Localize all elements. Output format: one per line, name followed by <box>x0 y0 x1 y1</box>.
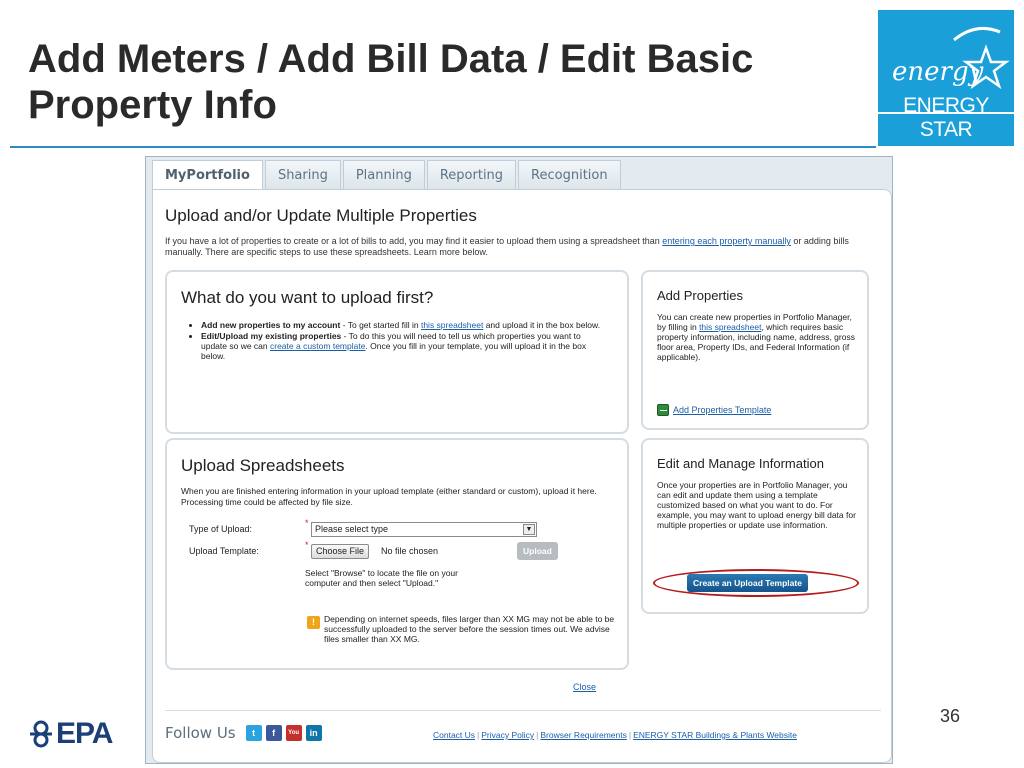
facebook-icon[interactable]: f <box>266 725 282 741</box>
option-edit-existing-label: Edit/Upload my existing properties <box>201 331 342 341</box>
file-size-warning <box>307 614 617 644</box>
add-properties-text <box>657 312 861 362</box>
no-file-chosen-text: No file chosen <box>381 546 439 556</box>
edit-manage-text: Once your properties are in Portfolio Manager, you can edit and update them using a template customized based on what you want to do. For example, you may want to upload energy bill data for multiple properties or update use information. <box>657 480 856 530</box>
footer-separator: | <box>477 730 480 740</box>
add-properties-box <box>641 270 869 430</box>
choose-file-button[interactable]: Choose File <box>311 544 369 559</box>
this-spreadsheet-link[interactable]: this spreadsheet <box>420 320 484 330</box>
option-add-new-text-end: and upload it in the box below. <box>483 320 601 330</box>
option-add-new-text: - To get started fill in <box>340 320 421 330</box>
tab-sharing[interactable]: Sharing <box>265 160 341 190</box>
option-add-new-label: Add new properties to my account <box>201 320 341 330</box>
page-heading: Upload and/or Update Multiple Properties <box>165 206 477 225</box>
spreadsheet-icon <box>657 404 669 416</box>
upload-description: When you are finished entering information in your upload template (either standard or custom), upload it here. Processing time could be affected by file size. <box>181 486 597 507</box>
add-properties-heading: Add Properties <box>657 288 743 303</box>
warning-text: Depending on internet speeds, files larger than XX MG may not be able to be successfully uploaded to the server before the session times out. We advise files smaller than XX MG. <box>324 614 615 644</box>
twitter-icon[interactable]: t <box>246 725 262 741</box>
content-panel <box>152 189 892 763</box>
footer-separator: | <box>536 730 539 740</box>
energy-star-label: ENERGY STAR <box>903 94 989 141</box>
portfolio-manager-screenshot <box>145 156 893 764</box>
slide-title <box>28 36 868 128</box>
upload-template-label: Upload Template: <box>189 546 259 556</box>
warning-icon: ! <box>307 616 320 629</box>
page-number: 36 <box>939 706 961 726</box>
upload-spreadsheets-box <box>165 438 629 670</box>
intro-text-start: If you have a lot of properties to create or a lot of bills to add, you may find it easier to upload them using a spreadsheet than <box>165 236 663 246</box>
browser-requirements-link[interactable]: Browser Requirements <box>540 730 627 740</box>
footer-separator: | <box>628 730 632 740</box>
upload-options-list <box>189 320 609 362</box>
energy-star-script: energy <box>892 57 984 87</box>
tab-planning[interactable]: Planning <box>343 160 425 190</box>
required-mark: * <box>305 518 309 528</box>
add-properties-spreadsheet-link[interactable]: this spreadsheet <box>699 322 762 332</box>
upload-first-heading: What do you want to upload first? <box>181 288 434 307</box>
chevron-down-icon[interactable]: ▼ <box>523 524 535 535</box>
slide-title-line-1: Add Meters / Add Bill Data / Edit Basic <box>28 37 754 81</box>
upload-type-select[interactable] <box>311 522 537 537</box>
intro-text <box>165 236 865 258</box>
create-custom-template-link[interactable]: create a custom template <box>270 341 366 351</box>
tab-reporting[interactable]: Reporting <box>427 160 516 190</box>
follow-us-label: Follow Us <box>165 724 236 742</box>
linkedin-icon[interactable]: in <box>306 725 322 741</box>
add-properties-text-end: , which requires basic property information, including name, address, gross floor area, Property IDs, and Federal Information (if applicable). <box>657 322 855 362</box>
edit-manage-box <box>641 438 869 614</box>
list-item <box>201 331 609 361</box>
title-divider <box>10 146 876 148</box>
add-properties-template-link[interactable]: Add Properties Template <box>673 405 772 415</box>
option-edit-existing-text: - To do this you will need to tell us which properties you want to update so we can <box>201 331 581 351</box>
tab-recognition[interactable]: Recognition <box>518 160 621 190</box>
epa-flower-icon <box>28 719 54 749</box>
type-of-upload-label: Type of Upload: <box>189 524 253 534</box>
epa-logo <box>28 716 112 752</box>
list-item <box>201 320 609 330</box>
required-mark: * <box>305 540 309 550</box>
browse-hint: Select "Browse" to locate the file on your computer and then select "Upload." <box>305 568 458 588</box>
upload-type-value: Please select type <box>315 524 389 534</box>
upload-button[interactable]: Upload <box>517 542 558 560</box>
edit-manage-heading: Edit and Manage Information <box>657 456 824 471</box>
epa-label: EPA <box>56 717 113 750</box>
footer-links <box>433 730 797 740</box>
energy-star-buildings-link[interactable]: ENERGY STAR Buildings & Plants Website <box>633 730 797 740</box>
enter-property-manually-link[interactable]: entering each property manually <box>662 236 791 246</box>
add-properties-text-start: You can create new properties in Portfolio Manager, by filling in <box>657 312 852 332</box>
upload-spreadsheets-heading: Upload Spreadsheets <box>181 456 345 475</box>
footer-divider <box>165 710 881 711</box>
tab-myportfolio[interactable]: MyPortfolio <box>152 160 263 190</box>
youtube-icon[interactable]: You Tube <box>286 725 302 741</box>
privacy-policy-link[interactable]: Privacy Policy <box>481 730 535 740</box>
upload-first-box <box>165 270 629 434</box>
intro-text-end: or adding bills manually. There are specific steps to use these spreadsheets. Learn more below. <box>165 236 849 257</box>
energy-star-logo <box>876 8 1016 148</box>
main-tabs <box>152 160 623 190</box>
follow-us <box>165 724 322 752</box>
option-edit-existing-text-end: . Once you fill in your template, you will upload it in the box below. <box>201 341 587 361</box>
slide-title-line-2: Property Info <box>28 83 277 127</box>
close-link[interactable]: Close <box>573 682 597 692</box>
create-upload-template-button[interactable]: Create an Upload Template <box>687 574 808 592</box>
add-properties-template <box>657 404 771 416</box>
contact-us-link[interactable]: Contact Us <box>433 730 476 740</box>
